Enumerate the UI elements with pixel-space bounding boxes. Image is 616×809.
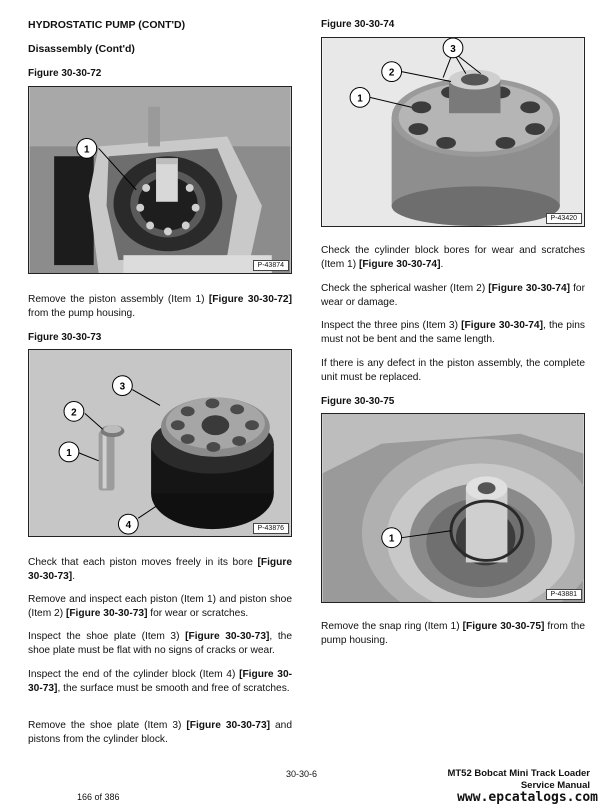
paragraph: Check that each piston moves freely in its bore [Figure 30-30-73]. [28, 557, 292, 582]
callout-1: 1 [388, 533, 395, 545]
paragraph: Remove and inspect each piston (Item 1) and piston shoe (Item 2) [Figure 30-30-73] for wear or scratches. [28, 594, 292, 619]
photo-code: P-43876 [253, 523, 289, 534]
figure-74-label: Figure 30-30-74 [321, 19, 395, 30]
paragraph: Remove the snap ring (Item 1) [Figure 30-30-75] from the pump housing. [321, 621, 585, 646]
callout-3: 3 [119, 381, 126, 393]
section-subtitle: Disassembly (Cont'd) [28, 43, 135, 55]
manual-subtitle: Service Manual [520, 780, 590, 791]
callout-3: 3 [450, 43, 456, 55]
paragraph: Check the cylinder block bores for wear and scratches (Item 1) [Figure 30-30-74]. [321, 245, 585, 270]
callout-4: 4 [125, 520, 132, 532]
paragraph: If there is any defect in the piston assembly, the complete unit must be replaced. [321, 358, 585, 383]
callout-1: 1 [84, 144, 90, 156]
callout-2: 2 [71, 407, 77, 419]
paragraph: Inspect the end of the cylinder block (Item 4) [Figure 30-30-73], the surface must be smooth and free of scratches. [28, 669, 293, 694]
page-count: 166 of 386 [77, 792, 120, 802]
paragraph: Check the spherical washer (Item 2) [Figure 30-30-74] for wear or damage. [321, 283, 585, 308]
paragraph: Inspect the shoe plate (Item 3) [Figure 30-30-73], the shoe plate must be flat with no signs of cracks or wear. [28, 631, 293, 656]
photo-code: P-43881 [546, 589, 582, 600]
paragraph: Remove the shoe plate (Item 3) [Figure 30-30-73] and pistons from the cylinder block. [28, 720, 292, 745]
figure-73-photo [28, 349, 292, 537]
figure-75-photo [321, 413, 585, 603]
paragraph: Remove the piston assembly (Item 1) [Figure 30-30-72] from the pump housing. [28, 294, 292, 319]
callout-1: 1 [66, 447, 72, 459]
watermark-link[interactable]: www.epcatalogs.com [457, 790, 598, 805]
manual-title: MT52 Bobcat Mini Track Loader [447, 768, 590, 779]
photo-code: P-43420 [546, 213, 582, 224]
photo-code: P-43874 [253, 260, 289, 271]
callout-2: 2 [388, 67, 395, 79]
figure-72-photo [28, 86, 292, 274]
callout-1: 1 [357, 93, 363, 105]
page-number: 30-30-6 [286, 769, 318, 779]
paragraph: Inspect the three pins (Item 3) [Figure 30-30-74], the pins must not be bent and the same length. [321, 320, 585, 345]
figure-74-photo [321, 37, 585, 227]
section-title: HYDROSTATIC PUMP (CONT'D) [28, 19, 186, 31]
figure-73-label: Figure 30-30-73 [28, 332, 102, 343]
figure-72-label: Figure 30-30-72 [28, 68, 102, 79]
figure-75-label: Figure 30-30-75 [321, 396, 395, 407]
